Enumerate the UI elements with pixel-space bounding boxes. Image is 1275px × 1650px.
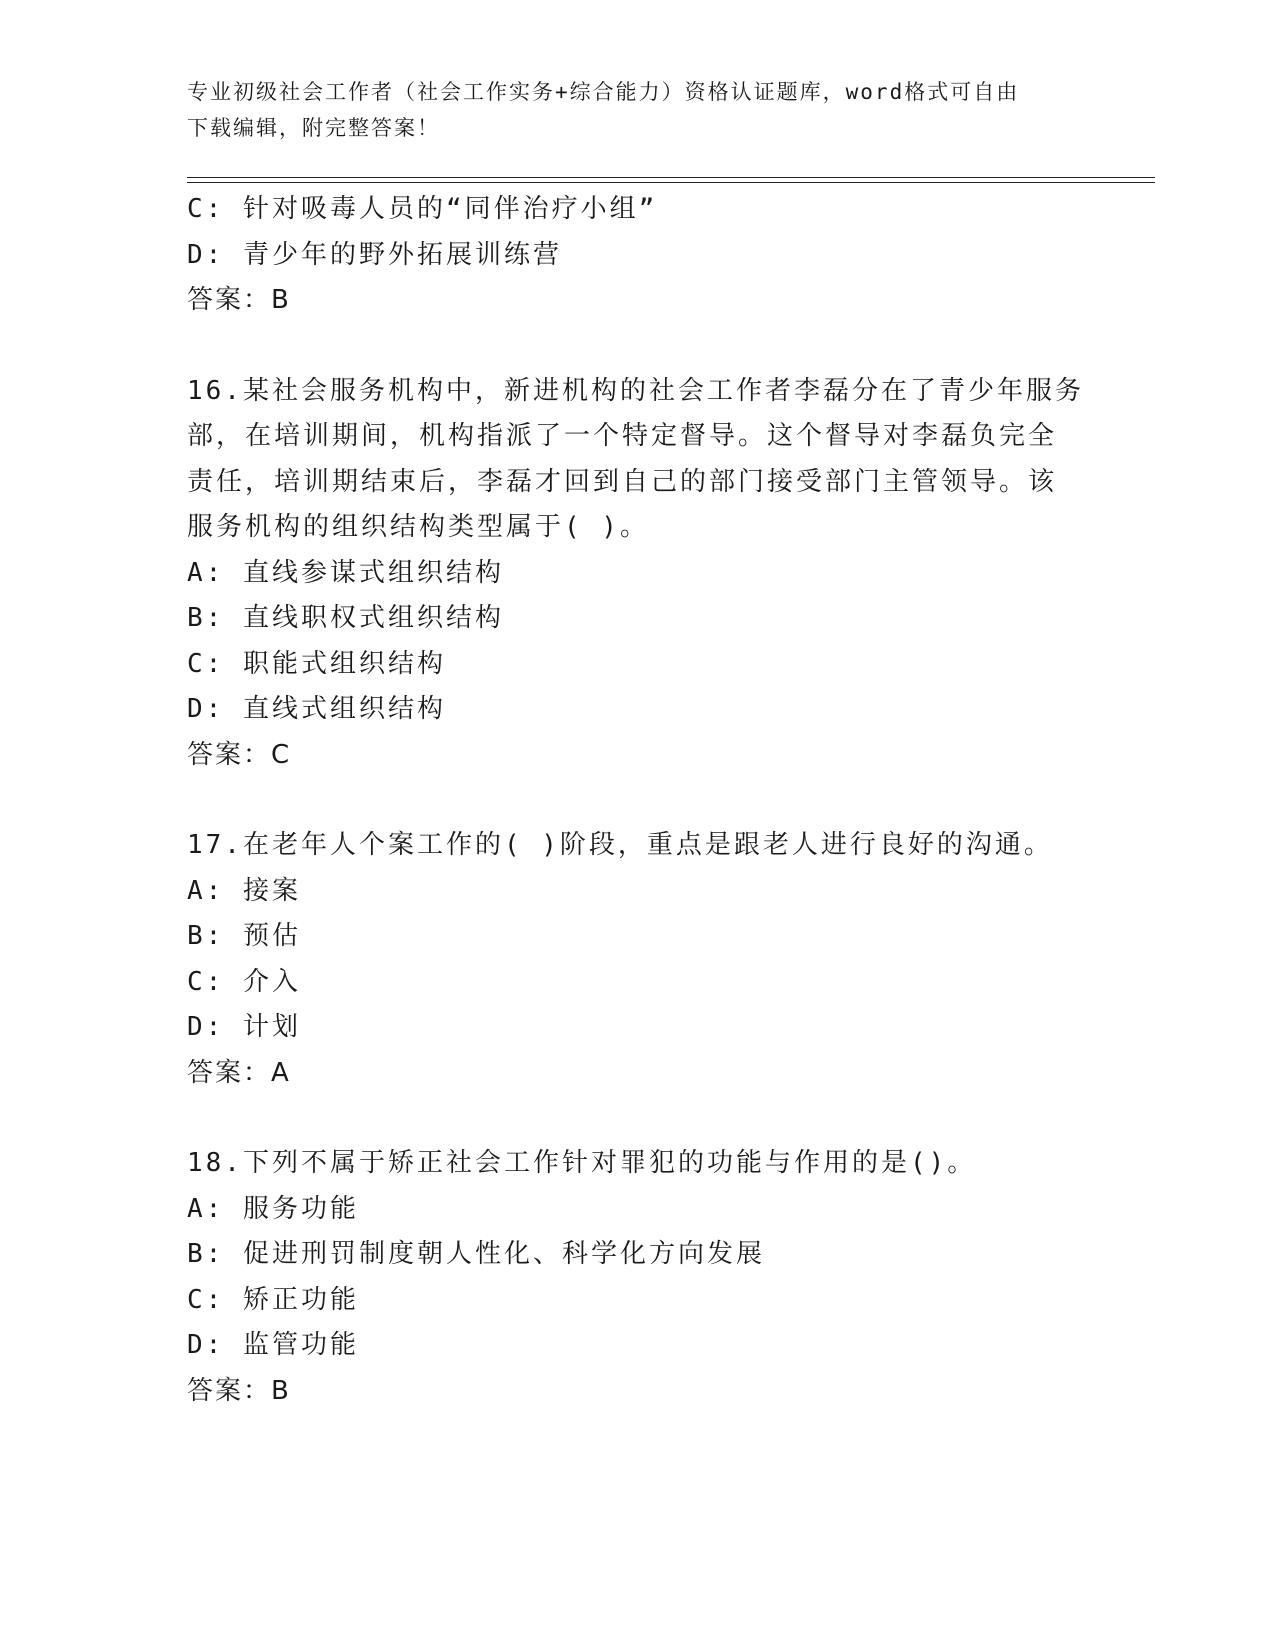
option-c: C: 介入 [187, 966, 301, 997]
document-header [187, 74, 1087, 146]
question-stem-line: 18.下列不属于矫正社会工作针对罪犯的功能与作用的是()。 [187, 1148, 977, 1178]
question-stem-line: 17.在老年人个案工作的( )阶段，重点是跟老人进行良好的沟通。 [187, 830, 1053, 860]
prev-option-c: C: 针对吸毒人员的“同伴治疗小组” [187, 194, 658, 224]
question-stem-line: 16.某社会服务机构中，新进机构的社会工作者李磊分在了青少年服务 [187, 375, 1084, 406]
option-d: D: 直线式组织结构 [187, 694, 446, 724]
option-d: D: 计划 [187, 1012, 301, 1042]
header-line-2: 下载编辑，附完整答案！ [187, 116, 440, 140]
question-16 [187, 369, 1087, 779]
option-c: C: 矫正功能 [187, 1284, 359, 1315]
answer: 答案：B [187, 1375, 291, 1406]
option-a: A: 直线参谋式组织结构 [187, 557, 504, 588]
prev-option-d: D: 青少年的野外拓展训练营 [187, 239, 562, 270]
question-stem-line: 服务机构的组织结构类型属于( )。 [187, 512, 649, 542]
header-divider-bottom [187, 182, 1155, 183]
option-c: C: 职能式组织结构 [187, 648, 446, 679]
option-b: B: 促进刑罚制度朝人性化、科学化方向发展 [187, 1239, 765, 1269]
prev-answer: 答案：B [187, 285, 291, 315]
option-b: B: 预估 [187, 921, 301, 951]
question-18 [187, 1141, 1087, 1414]
header-line-1: 专业初级社会工作者（社会工作实务+综合能力）资格认证题库，word格式可自由 [187, 80, 1020, 104]
answer: 答案：C [187, 739, 292, 770]
header-divider-top [187, 177, 1155, 178]
option-a: A: 服务功能 [187, 1193, 359, 1224]
option-d: D: 监管功能 [187, 1330, 359, 1360]
question-17 [187, 823, 1087, 1096]
spacer [187, 324, 1087, 369]
question-stem-line: 部，在培训期间，机构指派了一个特定督导。这个督导对李磊负完全 [187, 421, 1058, 451]
option-b: B: 直线职权式组织结构 [187, 603, 504, 633]
question-stem-line: 责任，培训期结束后，李磊才回到自己的部门接受部门主管领导。该 [187, 466, 1058, 497]
spacer [187, 1096, 1087, 1141]
answer: 答案：A [187, 1057, 291, 1088]
option-a: A: 接案 [187, 875, 301, 906]
question-content [187, 187, 1087, 1414]
spacer [187, 778, 1087, 823]
